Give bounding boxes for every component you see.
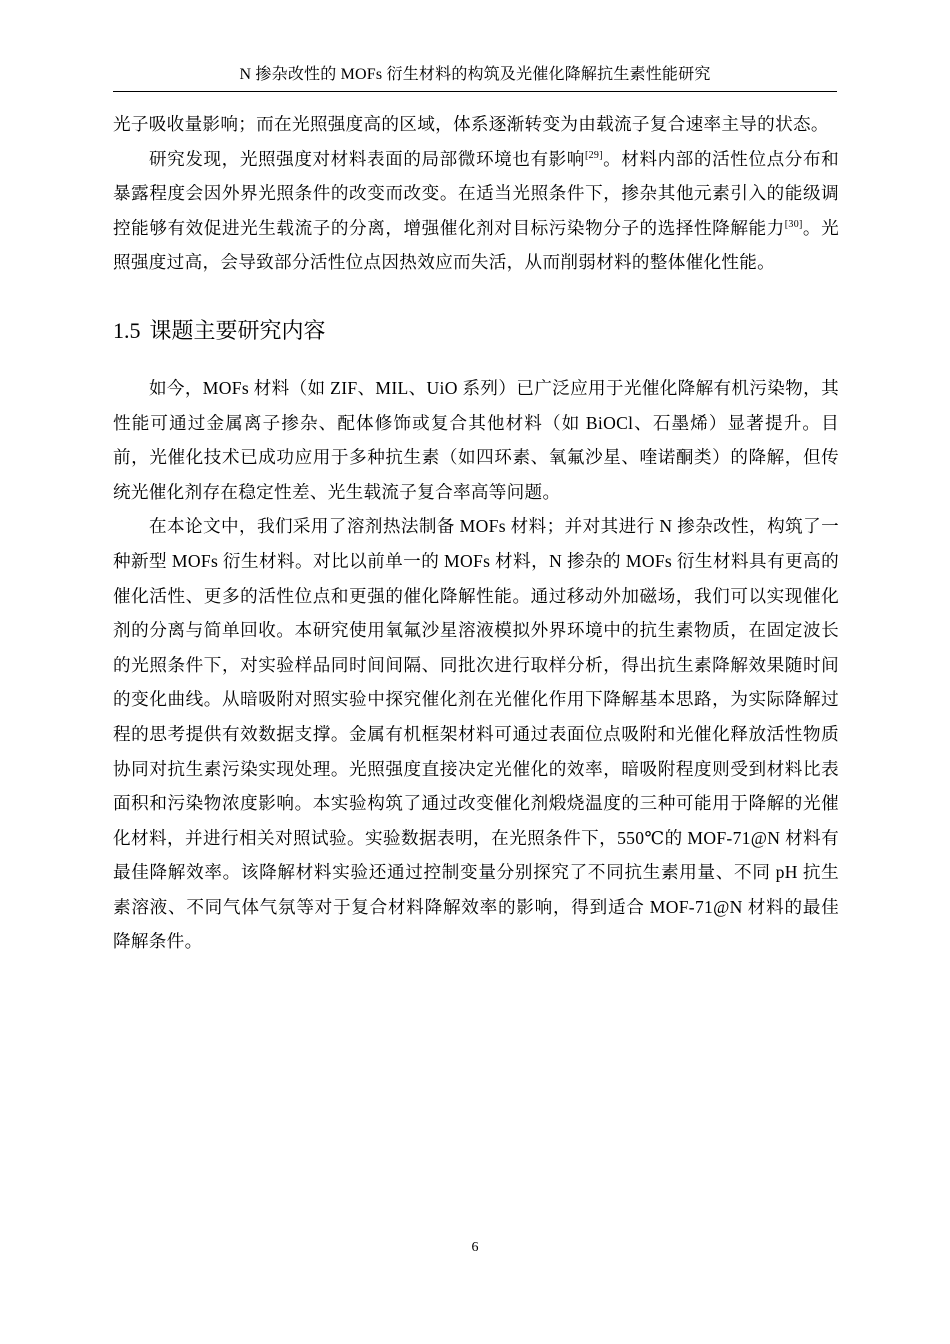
- paragraph-research-content: 在本论文中，我们采用了溶剂热法制备 MOFs 材料；并对其进行 N 掺杂改性，构筑了一种新型 MOFs 衍生材料。对比以前单一的 MOFs 材料，N 掺杂的 MOFs 衍生材料具有更高的催化活性、更多的活性位点和更强的催化降解性能。通过移动外加磁场，我们可以实现催化剂的分离与简单回收。本研究使用氧氟沙星溶液模拟外界环境中的抗生素物质，在固定波长的光照条件下，对实验样品同时间间隔、同批次进行取样分析，得出抗生素降解效果随时间的变化曲线。从暗吸附对照实验中探究催化剂在光催化作用下降解基本思路，为实际降解过程的思考提供有效数据支撑。金属有机框架材料可通过表面位点吸附和光催化释放活性物质协同对抗生素污染实现处理。光照强度直接决定光催化的效率，暗吸附程度则受到材料比表面积和污染物浓度影响。本实验构筑了通过改变催化剂煅烧温度的三种可能用于降解的光催化材料，并进行相关对照试验。实验数据表明，在光照条件下，550℃的 MOF-71@N 材料有最佳降解效率。该降解材料实验还通过控制变量分别探究了不同抗生素用量、不同 pH 抗生素溶液、不同气体气氛等对于复合材料降解效率的影响，得到适合 MOF-71@N 材料的最佳降解条件。: [113, 516, 839, 952]
- section-heading: [113, 316, 839, 347]
- section-number: 1.5: [113, 317, 141, 343]
- running-header: N 掺杂改性的 MOFs 衍生材料的构筑及光催化降解抗生素性能研究: [239, 66, 711, 83]
- header-rule: [113, 91, 837, 92]
- paragraph-continued: 光子吸收量影响；而在光照强度高的区域，体系逐渐转变为由载流子复合速率主导的状态。: [113, 114, 829, 134]
- paragraph-mofs-background: 如今，MOFs 材料（如 ZIF、MIL、UiO 系列）已广泛应用于光催化降解有机污染物，其性能可通过金属离子掺杂、配体修饰或复合其他材料（如 BiOCl、石墨烯）显著提升。目前，光催化技术已成功应用于多种抗生素（如四环素、氧氟沙星、喹诺酮类）的降解，但传统光催化剂存在稳定性差、光生载流子复合率高等问题。: [113, 377, 839, 502]
- paragraph-text: 研究发现，光照强度对材料表面的局部微环境也有影响: [149, 148, 585, 169]
- paragraph-text: 。光照强度过高，会导致部分活性位点因热效应而失活，从而削弱材料的整体催化性能。: [113, 217, 839, 273]
- paragraph-text: 。材料内部的活性位点分布和暴露程度会因外界光照条件的改变而改变。在适当光照条件下，掺杂其他元素引入的能级调控能够有效促进光生载流子的分离，增强催化剂对目标污染物分子的选择性降解能力: [113, 148, 840, 238]
- body-text: [113, 107, 839, 959]
- section-title: 课题主要研究内容: [149, 318, 326, 344]
- citation-ref: [29]: [584, 149, 603, 161]
- paragraph-light-intensity: [113, 142, 839, 280]
- citation-ref: [30]: [784, 218, 803, 230]
- page-number: 6: [471, 1240, 479, 1255]
